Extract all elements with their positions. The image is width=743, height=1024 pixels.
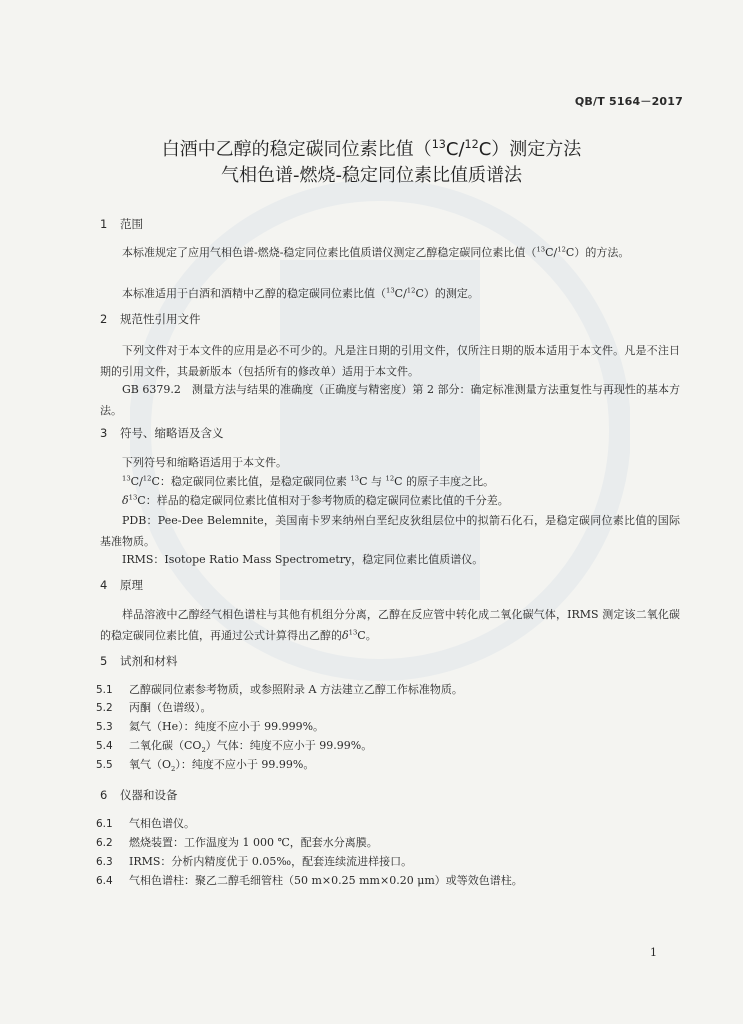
symbol-definition-pdb: PDB：Pee-Dee Belemnite，美国南卡罗来纳州白垩纪皮狄组层位中的拟箭石化石，是稳定碳同位素比值的国际基准物质。: [100, 514, 680, 548]
section-heading-principle: 4 原理: [100, 578, 143, 592]
list-item: 5.3 氦气（He）：纯度不应小于 99.999%。: [96, 720, 325, 733]
section-heading-reagents: 5 试剂和材料: [100, 654, 178, 668]
list-item: 6.1 气相色谱仪。: [96, 817, 195, 830]
list-item: 6.2 燃烧装置：工作温度为 1 000 ℃，配套水分离膜。: [96, 836, 378, 849]
references-paragraph-2: GB 6379.2 测量方法与结果的准确度（正确度与精密度）第 2 部分：确定标准测量方法重复性与再现性的基本方法。: [100, 383, 680, 417]
symbol-definition-ratio: $^{13}$C/$^{12}$C：稳定碳同位素比值，是稳定碳同位素 $^{13}$C 与 $^{12}$C 的原子丰度之比。: [122, 474, 495, 488]
scope-paragraph-1: 本标准规定了应用气相色谱-燃烧-稳定同位素比值质谱仪测定乙醇稳定碳同位素比值（$^{13}$C/$^{12}$C）的方法。: [122, 245, 630, 259]
list-item: 5.2 丙酮（色谱级）。: [96, 701, 212, 714]
list-item: 5.5 氧气$(O_2)$：纯度不应小于 99.99%。: [96, 758, 315, 774]
section-heading-scope: 1 范围: [100, 217, 143, 231]
section-heading-normative-references: 2 规范性引用文件: [100, 312, 201, 326]
references-paragraph-1: 下列文件对于本文件的应用是必不可少的。凡是注日期的引用文件，仅所注日期的版本适用于本文件。凡是不注日期的引用文件，其最新版本（包括所有的修改单）适用于本文件。: [100, 344, 680, 378]
list-item: 5.1 乙醇碳同位素参考物质，或参照附录 A 方法建立乙醇工作标准物质。: [96, 683, 463, 696]
symbol-definition-delta: $\delta^{13}C$：样品的稳定碳同位素比值相对于参考物质的稳定碳同位素比值的千分差。: [122, 493, 509, 507]
document-title-line1: 白酒中乙醇的稳定碳同位素比值（$^{13}$C/$^{12}$C）测定方法: [161, 138, 582, 160]
scope-paragraph-2: 本标准适用于白酒和酒精中乙醇的稳定碳同位素比值（$^{13}$C/$^{12}$C）的测定。: [122, 286, 479, 300]
symbols-intro: 下列符号和缩略语适用于本文件。: [122, 456, 287, 469]
standard-code: QB/T 5164－2017: [574, 95, 683, 108]
section-heading-apparatus: 6 仪器和设备: [100, 788, 178, 802]
symbol-definition-irms: IRMS：Isotope Ratio Mass Spectrometry，稳定同位素比值质谱仪。: [122, 553, 484, 566]
section-heading-symbols: 3 符号、缩略语及含义: [100, 426, 224, 440]
principle-paragraph: 样品溶液中乙醇经气相色谱柱与其他有机组分分离，乙醇在反应管中转化成二氧化碳气体，IRMS 测定该二氧化碳的稳定碳同位素比值，再通过公式计算得出乙醇的$\delta^{13}C$。: [100, 608, 680, 642]
list-item: 5.4 二氧化碳$(CO_2)$气体：纯度不应小于 99.99%。: [96, 739, 373, 755]
list-item: 6.4 气相色谱柱：聚乙二醇毛细管柱（50 m×0.25 mm×0.20 μm）或等效色谱柱。: [96, 874, 523, 887]
page-number: 1: [650, 946, 657, 959]
list-item: 6.3 IRMS：分析内精度优于 0.05‰，配套连续流进样接口。: [96, 855, 413, 868]
document-title-line2: 气相色谱-燃烧-稳定同位素比值质谱法: [221, 165, 522, 186]
